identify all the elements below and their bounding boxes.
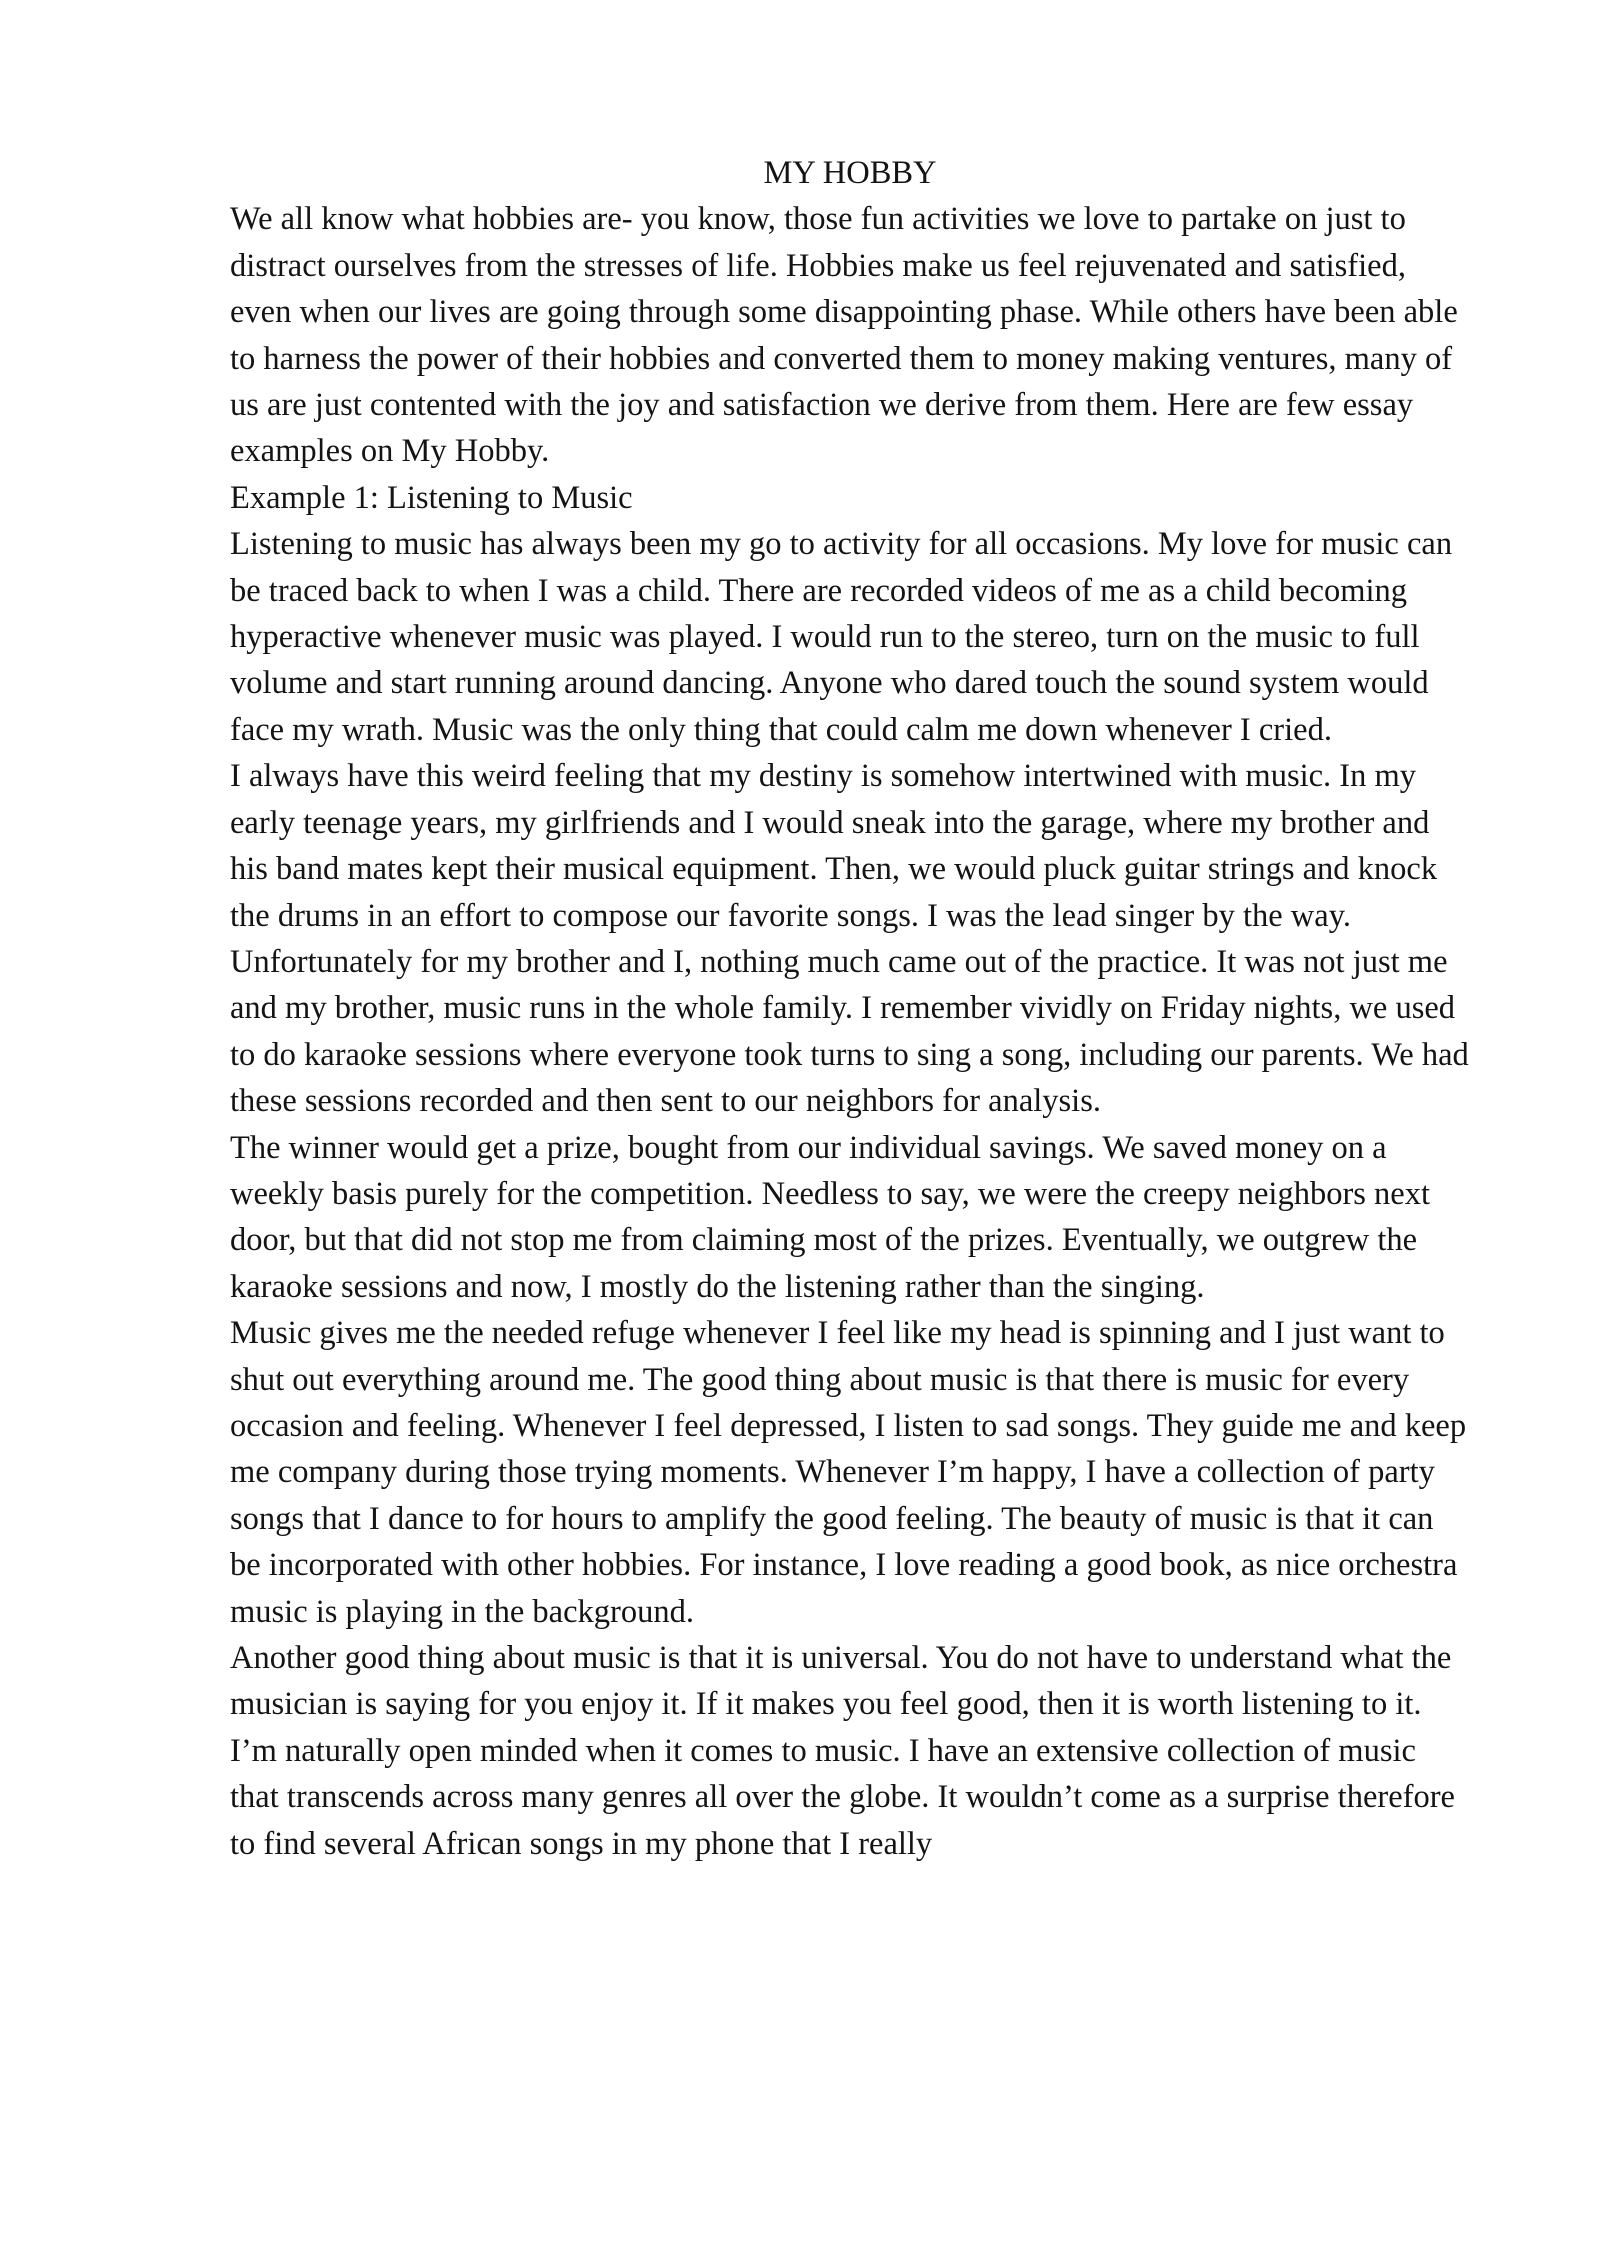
document-body bbox=[230, 150, 1470, 1867]
paragraph: Another good thing about music is that it is universal. You do not have to understand what the musician is saying for you enjoy it. If it makes you feel good, then it is worth listening to it. I’m naturally open minded when it comes to music. I have an extensive collection of music that transcends across many genres all over the globe. It wouldn’t come as a surprise therefore to find several African songs in my phone that I really bbox=[230, 1640, 1455, 1862]
paragraph: Music gives me the needed refuge whenever I feel like my head is spinning and I just want to shut out everything around me. The good thing about music is that there is music for every occasion and feeling. Whenever I feel depressed, I listen to sad songs. They guide me and keep me company during those trying moments. Whenever I’m happy, I have a collection of party songs that I dance to for hours to amplify the good feeling. The beauty of music is that it can be incorporated with other hobbies. For instance, I love reading a good book, as nice orchestra music is playing in the background. bbox=[230, 1315, 1467, 1630]
paragraph: I always have this weird feeling that my destiny is somehow intertwined with music. In my early teenage years, my girlfriends and I would sneak into the garage, where my brother and his band mates kept their musical equipment. Then, we would pluck guitar strings and knock the drums in an effort to compose our favorite songs. I was the lead singer by the way. bbox=[230, 758, 1438, 934]
example-heading: Example 1: Listening to Music bbox=[230, 479, 633, 516]
paragraph: Listening to music has always been my go to activity for all occasions. My love for music can be traced back to when I was a child. There are recorded videos of me as a child becoming hyperactive whenever music was played. I would run to the stereo, turn on the music to full volume and start running around dancing. Anyone who dared touch the sound system would face my wrath. Music was the only thing that could calm me down whenever I cried. bbox=[230, 526, 1453, 748]
document-title: MY HOBBY bbox=[763, 155, 937, 191]
intro-paragraph: We all know what hobbies are- you know, those fun activities we love to partake on just to distract ourselves from the stresses of life. Hobbies make us feel rejuvenated and satisfied, even when our lives are going through some disappointing phase. While others have been able to harness the power of their hobbies and converted them to money making ventures, many of us are just contented with the joy and satisfaction we derive from them. Here are few essay examples on My Hobby. bbox=[230, 201, 1458, 470]
paragraph: The winner would get a prize, bought from our individual savings. We saved money on a weekly basis purely for the competition. Needless to say, we were the creepy neighbors next door, but that did not stop me from claiming most of the prizes. Eventually, we outgrew the karaoke sessions and now, I mostly do the listening rather than the singing. bbox=[230, 1129, 1431, 1305]
paragraph: Unfortunately for my brother and I, nothing much came out of the practice. It was not just me and my brother, music runs in the whole family. I remember vividly on Friday nights, we used to do karaoke sessions where everyone took turns to sing a song, including our parents. We had these sessions recorded and then sent to our neighbors for analysis. bbox=[230, 943, 1469, 1120]
